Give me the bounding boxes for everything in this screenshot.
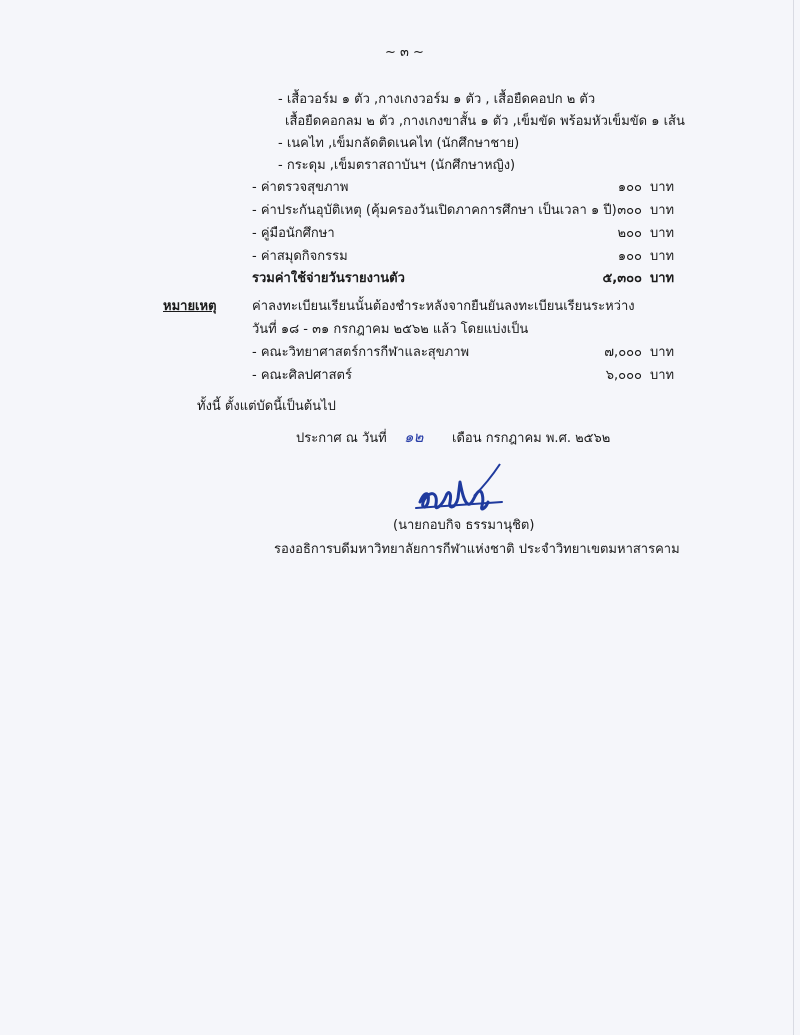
signer-name: (นายกอบกิจ ธรรมานุชิต)	[393, 518, 535, 533]
note-line-2: วันที่ ๑๘ - ๓๑ กรกฎาคม ๒๕๖๒ แล้ว โดยแบ่งเป็น	[252, 322, 529, 337]
fee-label-activity-book: - ค่าสมุดกิจกรรม	[252, 249, 348, 264]
signature-image	[412, 462, 507, 517]
effective-statement: ทั้งนี้ ตั้งแต่บัดนี้เป็นต้นไป	[197, 399, 336, 414]
note-item-sports-science: - คณะวิทยาศาสตร์การกีฬาและสุขภาพ	[252, 345, 470, 360]
fee-amount-health-check: ๑๐๐	[617, 180, 642, 195]
note-unit: บาท	[650, 368, 675, 383]
note-unit: บาท	[650, 345, 675, 360]
total-amount: ๕,๓๐๐	[602, 271, 642, 286]
note-heading: หมายเหตุ	[163, 299, 217, 314]
uniform-item-2: เสื้อยืดคอกลม ๒ ตัว ,กางเกงขาสั้น ๑ ตัว ,เข็มขัด พร้อมหัวเข็มขัด ๑ เส้น	[285, 114, 685, 129]
note-amount-sports-science: ๗,๐๐๐	[604, 345, 642, 360]
announce-day: ๑๒	[404, 428, 424, 446]
fee-label-health-check: - ค่าตรวจสุขภาพ	[252, 180, 349, 195]
signer-position: รองอธิการบดีมหาวิทยาลัยการกีฬาแห่งชาติ ประจำวิทยาเขตมหาสารคาม	[274, 542, 680, 557]
fee-unit: บาท	[650, 203, 675, 218]
fee-unit: บาท	[650, 249, 675, 264]
uniform-item-1: - เสื้อวอร์ม ๑ ตัว ,กางเกงวอร์ม ๑ ตัว , เสื้อยืดคอปก ๒ ตัว	[278, 92, 596, 107]
total-unit: บาท	[650, 271, 675, 286]
fee-label-insurance: - ค่าประกันอุบัติเหตุ (คุ้มครองวันเปิดภาคการศึกษา เป็นเวลา ๑ ปี)	[252, 203, 617, 218]
announce-prefix: ประกาศ ณ วันที่	[296, 431, 387, 446]
fee-unit: บาท	[650, 226, 675, 241]
announce-month-year: เดือน กรกฎาคม พ.ศ. ๒๕๖๒	[452, 431, 611, 446]
fee-unit: บาท	[650, 180, 675, 195]
fee-amount-handbook: ๒๐๐	[617, 226, 642, 241]
fee-amount-insurance: ๓๐๐	[617, 203, 642, 218]
note-line-1: ค่าลงทะเบียนเรียนนั้นต้องชำระหลังจากยืนยันลงทะเบียนเรียนระหว่าง	[252, 299, 635, 314]
page-edge	[793, 0, 794, 1035]
total-label: รวมค่าใช้จ่ายวันรายงานตัว	[252, 271, 405, 286]
page-number: ~ ๓ ~	[385, 45, 424, 60]
uniform-item-3: - เนคไท ,เข็มกลัดติดเนคไท (นักศึกษาชาย)	[278, 136, 520, 151]
uniform-item-4: - กระดุม ,เข็มตราสถาบันฯ (นักศึกษาหญิง)	[278, 158, 516, 173]
note-amount-liberal-arts: ๖,๐๐๐	[605, 368, 642, 383]
note-item-liberal-arts: - คณะศิลปศาสตร์	[252, 368, 352, 383]
fee-label-handbook: - คู่มือนักศึกษา	[252, 226, 335, 241]
fee-amount-activity-book: ๑๐๐	[617, 249, 642, 264]
